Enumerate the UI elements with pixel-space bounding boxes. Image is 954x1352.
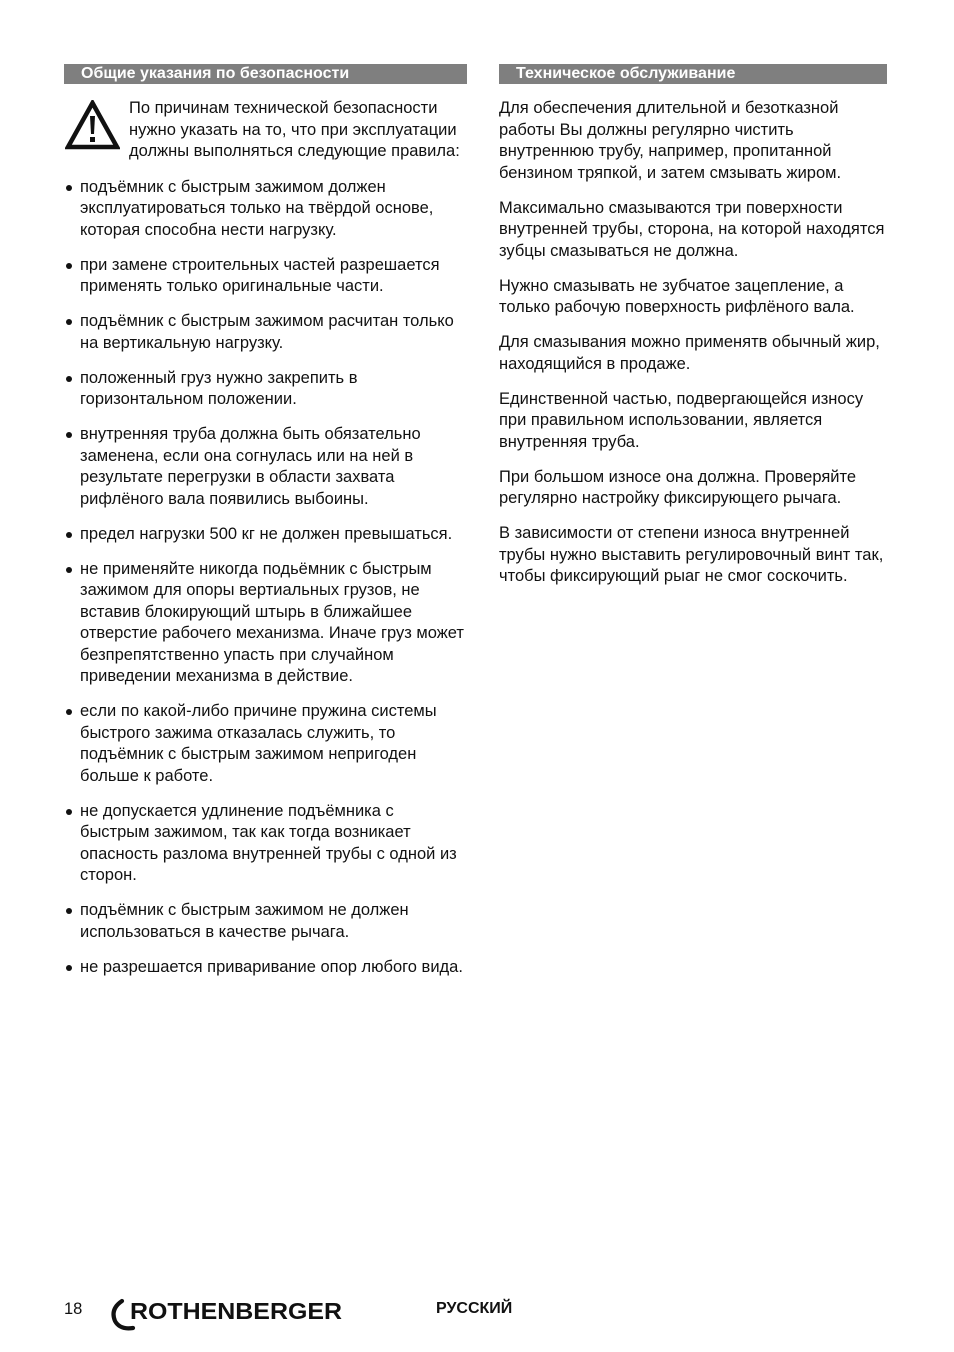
list-item: подъёмник с быстрым зажимом не должен использоваться в качестве рычага. <box>64 900 467 943</box>
maintenance-column <box>499 64 887 601</box>
maintenance-heading: Техническое обслуживание <box>499 64 887 84</box>
list-item: положенный груз нужно закрепить в горизонтальном положении. <box>64 368 467 411</box>
page-number: 18 <box>64 1300 83 1318</box>
list-item: подъёмник с быстрым зажимом должен эксплуатироваться только на твёрдой основе, которая способна нести нагрузку. <box>64 177 467 242</box>
paragraph: При большом износе она должна. Проверяйте регулярно настройку фиксирующего рычага. <box>499 467 857 507</box>
list-item: если по какой-либо причине пружина системы быстрого зажима отказалась служить, то подъёмник с быстрым зажимом непригоден больше к работе. <box>64 701 467 787</box>
maintenance-text <box>499 98 887 588</box>
safety-column <box>64 64 467 992</box>
warning-triangle-icon <box>65 100 120 150</box>
page-footer <box>0 1297 954 1337</box>
brand-name: ROTHENBERGER <box>130 1298 343 1324</box>
list-item: при замене строительных частей разрешается применять только оригинальные части. <box>64 255 467 298</box>
paragraph: Единственной частью, подвергающейся износу при правильном использовании, является внутренняя труба. <box>499 389 864 451</box>
paragraph: Для обеспечения длительной и безотказной работы Вы должны регулярно чистить внутреннюю трубу, например, пропитанной бензином тряпкой, и затем смзывать жиром. <box>499 99 842 182</box>
list-item: подъёмник с быстрым зажимом расчитан только на вертикальную нагрузку. <box>64 311 467 354</box>
list-item: не применяйте никогда подьёмник с быстрым зажимом для опоры вертиальных грузов, не вставив блокирующий штырь в ближайшее отверстие рабочего механизма. Иначе груз может безпрепятственно упасть при случайном приведении механизма в действие. <box>64 559 467 688</box>
safety-rules-list <box>64 177 467 979</box>
language-label: РУССКИЙ <box>436 1300 513 1317</box>
list-item: предел нагрузки 500 кг не должен превышаться. <box>64 524 467 546</box>
paragraph: Нужно смазывать не зубчатое зацепление, а только рабочую поверхность рифлёного вала. <box>499 276 855 316</box>
list-item: не разрешается приваривание опор любого вида. <box>64 957 467 979</box>
paragraph: Максимально смазываются три поверхности внутренней трубы, сторона, на которой находятся зубцы смазываться не должна. <box>499 198 885 260</box>
rothenberger-logo <box>106 1297 346 1331</box>
list-item: не допускается удлинение подъёмника с быстрым зажимом, так как тогда возникает опасность разлома внутренней трубы с одной из сторон. <box>64 801 467 887</box>
safety-heading: Общие указания по безопасности <box>64 64 467 84</box>
list-item: внутренняя труба должна быть обязательно заменена, если она согнулась или на ней в результате перегрузки в области захвата рифлёного вала появились выбоины. <box>64 424 467 510</box>
safety-intro-text: По причинам технической безопасности нужно указать на то, что при эксплуатации должны выполняться следующие правила: <box>129 99 460 160</box>
paragraph: Для смазывания можно применятв обычный жир, находящийся в продаже. <box>499 333 880 373</box>
safety-intro <box>64 98 467 163</box>
paragraph: В зависимости от степени износа внутренней трубы нужно выставить регулировочный винт так, чтобы фиксирующий рыаг не смог соскочить. <box>499 524 884 585</box>
